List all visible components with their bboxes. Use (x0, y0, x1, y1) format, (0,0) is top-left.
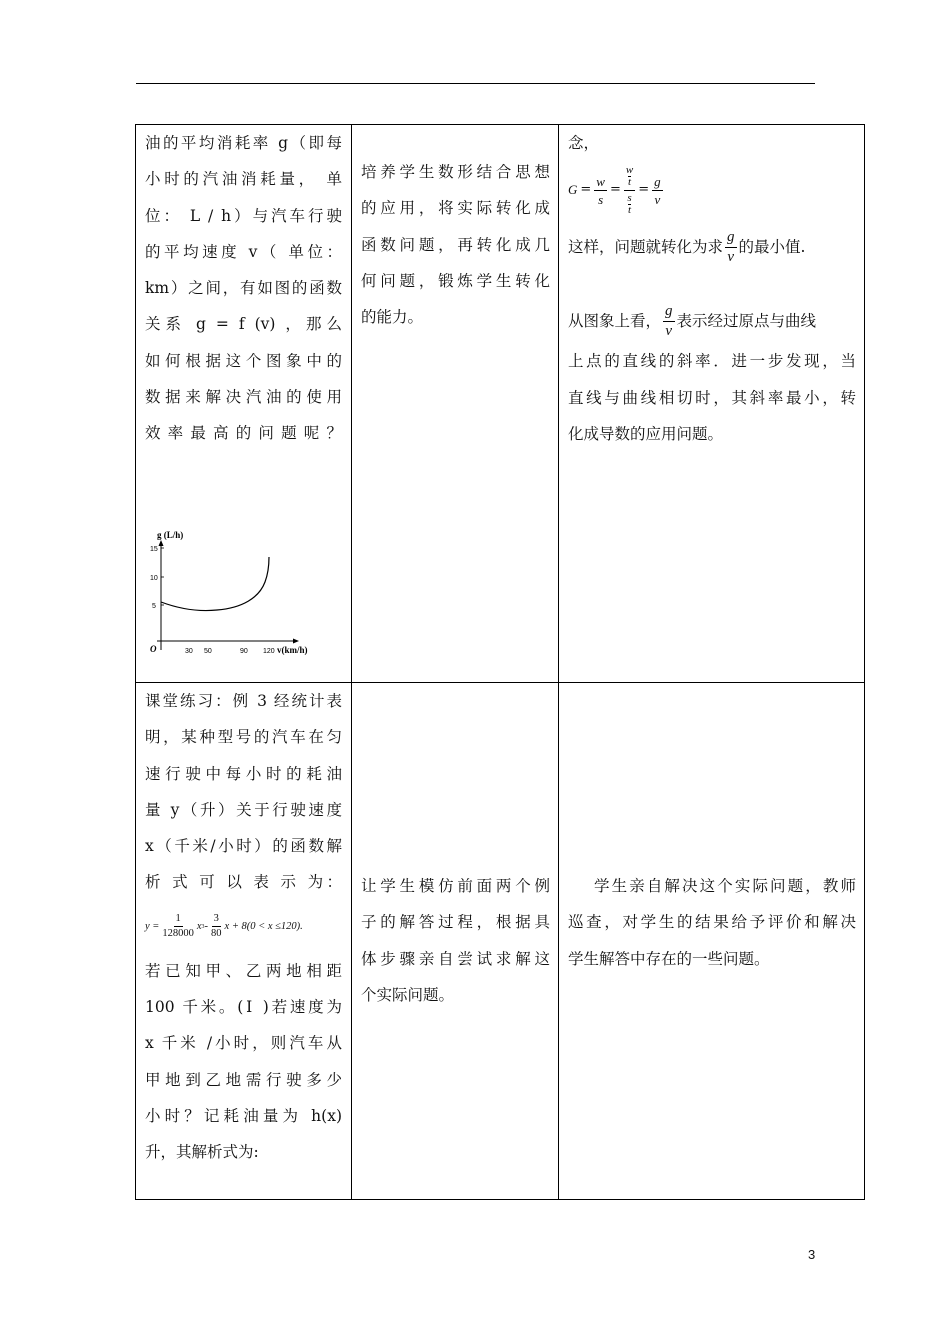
page-number: 3 (808, 1247, 816, 1262)
text-line: x（千米/小时）的函数解 (145, 837, 342, 856)
text-line: 升，其解析式为: (145, 1143, 259, 1162)
fuel-consumption-graph (147, 524, 327, 659)
table-row (136, 683, 865, 1200)
graph-curve (161, 557, 269, 611)
text-line: 的应用，将实际转化成 (361, 199, 550, 218)
exercise-cell (136, 683, 352, 1200)
header-rule (136, 83, 815, 84)
graph-y-tick: 10 (150, 574, 158, 582)
graph-y-tick: 5 (152, 602, 156, 610)
graph-x-tick: 50 (204, 647, 212, 655)
text-line: 化成导数的应用问题。 (568, 424, 724, 443)
text-line: 上点的直线的斜率．进一步发现，当 (568, 352, 856, 371)
text-line: 关系 g = f (v) ，那么 (145, 315, 342, 334)
text-line: 若已知甲、乙两地相距 (145, 961, 342, 980)
graph-origin: O (150, 643, 157, 654)
text-line: 100 千米。(Ⅰ )若速度为 (145, 998, 342, 1017)
method-cell (352, 683, 559, 1200)
formula-g: G = $\frac{w}{s}$ = w t s t = $\frac{g}{v}$ (568, 163, 661, 216)
text-line: 数据来解决汽油的使用 (145, 388, 342, 407)
text-line: 何问题，锻炼学生转化 (361, 271, 550, 290)
graph-y-tick: 15 (150, 545, 158, 553)
graph-x-tick: 90 (240, 647, 248, 655)
graph-y-label: g (L/h) (157, 529, 184, 540)
fuel-equation: y = $\frac{1}{128000}$ x 3 - $\frac{3}{80}$ x + 8(0 < x ≤120). (145, 912, 303, 940)
text-line: 速行驶中每小时的耗油 (145, 764, 342, 783)
text-line: 效率最高的问题呢？ (145, 424, 342, 443)
text-line: 课堂练习：例 3 经统计表 (145, 692, 342, 710)
goal-cell (352, 125, 559, 683)
text-line: 油的平均消耗率 g（即每 (145, 134, 342, 152)
text-line: 甲地到乙地需行驶多少 (145, 1070, 342, 1089)
text-line: 函数问题，再转化成几 (361, 235, 550, 254)
text-line: 小时？记耗油量为 h(x) (145, 1106, 342, 1125)
text-line: 念， (568, 134, 600, 152)
text-line: 培养学生数形结合思想 (361, 163, 550, 181)
text-line: 从图象上看， $\frac{g}{v}$ 表示经过原点与曲线 (568, 302, 817, 339)
text-line: 子的解答过程，根据具 (361, 913, 550, 932)
text-line: 体步骤亲自尝试求解这 (361, 949, 550, 968)
text-line: 明，某种型号的汽车在匀 (145, 728, 342, 747)
graph-x-label: v(km/h) (277, 644, 308, 655)
text-line: km）之间，有如图的函数 (145, 279, 342, 298)
text-line: 这样，问题就转化为求 $\frac{g}{v}$ 的最小值. (568, 228, 806, 265)
text-line: 个实际问题。 (361, 985, 455, 1004)
text-line: x 千米 /小时，则汽车从 (145, 1034, 342, 1053)
text-line: 学生解答中存在的一些问题。 (568, 949, 770, 968)
text-line: 的能力。 (361, 308, 424, 327)
lesson-table (135, 124, 865, 1200)
text-line: 位： L / h）与汽车行驶 (145, 206, 342, 225)
graph-x-tick: 120 (263, 647, 275, 655)
activity-cell (559, 683, 865, 1200)
text-line: 学生亲自解决这个实际问题，教师 (594, 877, 856, 895)
explanation-cell (559, 125, 865, 683)
text-line: 巡查，对学生的结果给予评价和解决 (568, 913, 856, 932)
text-line: 直线与曲线相切时，其斜率最小，转 (568, 388, 856, 407)
graph-x-tick: 30 (185, 647, 193, 655)
text-line: 量 y（升）关于行驶速度 (145, 800, 342, 819)
text-line: 小时的汽油消耗量， 单 (145, 170, 342, 189)
table-row (136, 125, 865, 683)
text-line: 的平均速度 v（ 单位： (145, 242, 342, 261)
text-line: 让学生模仿前面两个例 (361, 877, 550, 895)
text-line: 如何根据这个图象中的 (145, 351, 342, 370)
question-cell (136, 125, 352, 683)
text-line: 析 式 可 以 表 示 为： (145, 873, 342, 892)
